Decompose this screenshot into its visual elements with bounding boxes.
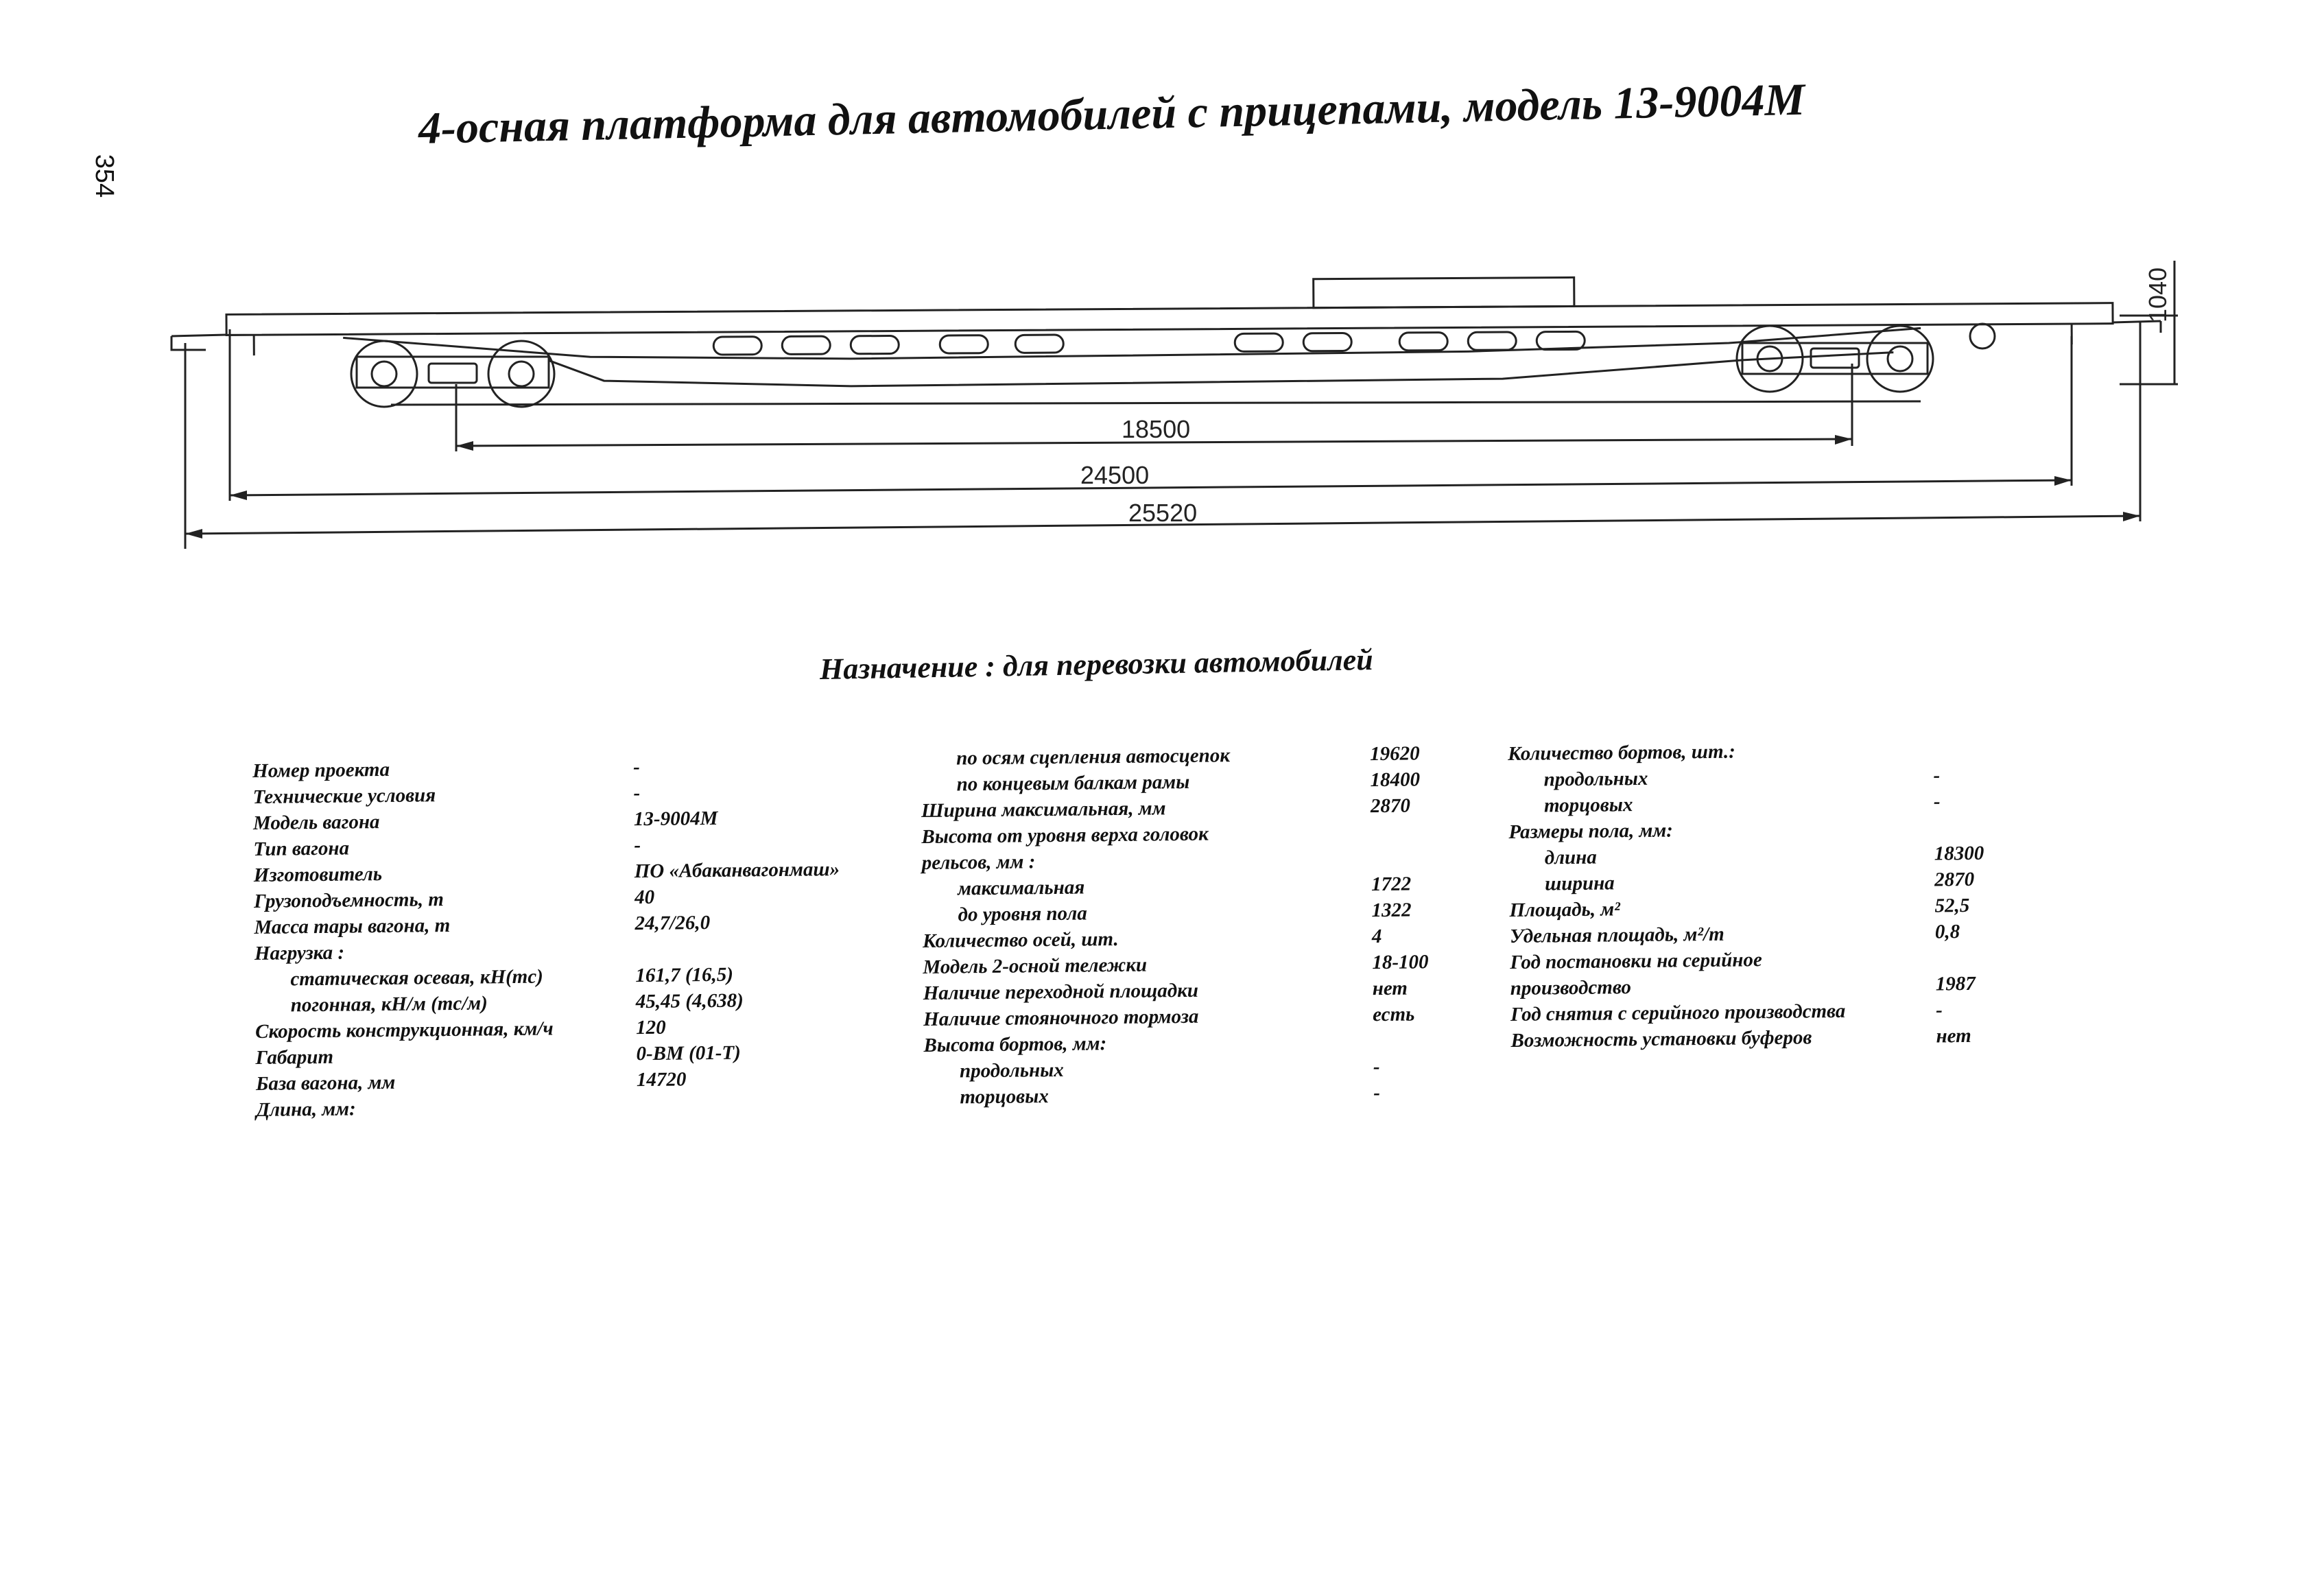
dimension-overall-length: 25520 <box>1128 499 1198 527</box>
spec-label: Год снятия с серийного производства <box>1510 1000 1846 1026</box>
page-title: 4-осная платформа для автомобилей с прицепами, модель 13-9004М <box>418 74 1805 154</box>
spec-value: - <box>1373 1056 1380 1078</box>
spec-value: - <box>633 782 641 805</box>
wagon-drawing <box>165 247 2181 563</box>
spec-row <box>924 1078 1500 1111</box>
spec-label: Наличие стояночного тормоза <box>923 1005 1199 1030</box>
spec-label: по осям сцепления автосцепок <box>956 744 1231 770</box>
spec-value: ПО «Абаканвагонмаш» <box>634 858 840 883</box>
spec-value: нет <box>1372 977 1408 1000</box>
spec-value: 0-ВМ (01-Т) <box>636 1041 741 1065</box>
spec-value: 19620 <box>1369 742 1420 766</box>
spec-label: Высота от уровня верха головок <box>921 823 1209 848</box>
spec-value: 13-9004М <box>633 807 718 831</box>
spec-value: 14720 <box>636 1068 687 1091</box>
spec-value: 120 <box>635 1016 666 1039</box>
dimension-height: 1040 <box>2144 267 2172 322</box>
spec-value: - <box>1935 999 1943 1021</box>
spec-value: - <box>1933 764 1941 787</box>
spec-value: 18300 <box>1934 842 1984 865</box>
spec-value: 1722 <box>1371 873 1412 896</box>
dimension-bogie-centers: 18500 <box>1122 415 1191 443</box>
spec-label: Скорость конструкционная, км/ч <box>255 1017 554 1043</box>
spec-label: Модель вагона <box>252 811 380 834</box>
page-number: 354 <box>90 154 119 198</box>
spec-value: 24,7/26,0 <box>635 912 711 935</box>
spec-label: статическая осевая, кН(тс) <box>290 965 543 991</box>
spec-label: продольных <box>959 1059 1064 1083</box>
spec-label: производство <box>1510 976 1632 1000</box>
spec-label: Количество бортов, шт.: <box>1508 740 1735 765</box>
spec-label: Длина, мм: <box>256 1098 356 1121</box>
spec-label: Габарит <box>255 1045 334 1069</box>
specs-column-2 <box>921 740 1501 1111</box>
spec-label: Модель 2-осной тележки <box>923 954 1148 978</box>
spec-label: Высота бортов, мм: <box>923 1032 1107 1056</box>
spec-label: Удельная площадь, м²/т <box>1509 923 1724 947</box>
spec-label: Нагрузка : <box>254 941 345 965</box>
spec-value: - <box>633 756 641 779</box>
spec-value: 1322 <box>1371 899 1412 922</box>
spec-value: 18400 <box>1370 768 1421 792</box>
spec-value: 161,7 (16,5) <box>635 963 734 987</box>
spec-label: Грузоподъемность, т <box>254 888 444 912</box>
spec-label: максимальная <box>958 876 1085 900</box>
spec-label: продольных <box>1543 767 1648 791</box>
spec-label: Ширина максимальная, мм <box>921 797 1166 822</box>
spec-label: до уровня пола <box>958 902 1087 926</box>
spec-value: - <box>1373 1082 1381 1104</box>
spec-label: погонная, кН/м (тс/м) <box>290 992 488 1017</box>
spec-label: База вагона, мм <box>255 1071 396 1095</box>
spec-label: Номер проекта <box>252 758 390 782</box>
spec-label: Масса тары вагона, т <box>254 914 451 938</box>
spec-label: Площадь, м² <box>1509 898 1621 921</box>
spec-label: Технические условия <box>252 784 436 808</box>
spec-value: 1987 <box>1935 972 1976 995</box>
spec-label: Год постановки на серийное <box>1510 949 1762 973</box>
spec-label: торцовых <box>960 1085 1049 1109</box>
spec-value: нет <box>1936 1024 1971 1048</box>
spec-value: 2870 <box>1934 868 1975 891</box>
spec-value: - <box>634 834 641 857</box>
spec-value: 40 <box>634 886 655 909</box>
spec-label: Количество осей, шт. <box>922 928 1119 952</box>
spec-row <box>1510 1022 2059 1054</box>
spec-label: рельсов, мм : <box>921 851 1036 874</box>
spec-value: 45,45 (4,638) <box>635 989 744 1013</box>
spec-label: ширина <box>1545 872 1615 895</box>
spec-value: 2870 <box>1370 794 1411 818</box>
dimension-frame-length: 24500 <box>1080 461 1150 489</box>
spec-value: 0,8 <box>1934 921 1960 943</box>
spec-label: Наличие переходной площадки <box>923 979 1199 1004</box>
spec-label: Тип вагона <box>253 837 350 860</box>
spec-value: 52,5 <box>1934 894 1970 917</box>
spec-value: есть <box>1372 1003 1415 1026</box>
spec-label: Возможность установки буферов <box>1510 1026 1812 1052</box>
spec-label: Изготовитель <box>253 863 383 886</box>
specs-column-3 <box>1508 735 2060 1054</box>
spec-label: длина <box>1544 846 1597 869</box>
specs-column-1 <box>252 751 901 1123</box>
purpose-heading: Назначение : для перевозки автомобилей <box>819 642 1374 686</box>
spec-value: 4 <box>1371 925 1382 948</box>
spec-label: торцовых <box>1543 794 1633 817</box>
spec-label: по концевым балкам рамы <box>956 770 1190 796</box>
spec-label: Размеры пола, мм: <box>1508 819 1674 843</box>
spec-value: 18-100 <box>1372 951 1429 974</box>
spec-value: - <box>1933 790 1941 813</box>
